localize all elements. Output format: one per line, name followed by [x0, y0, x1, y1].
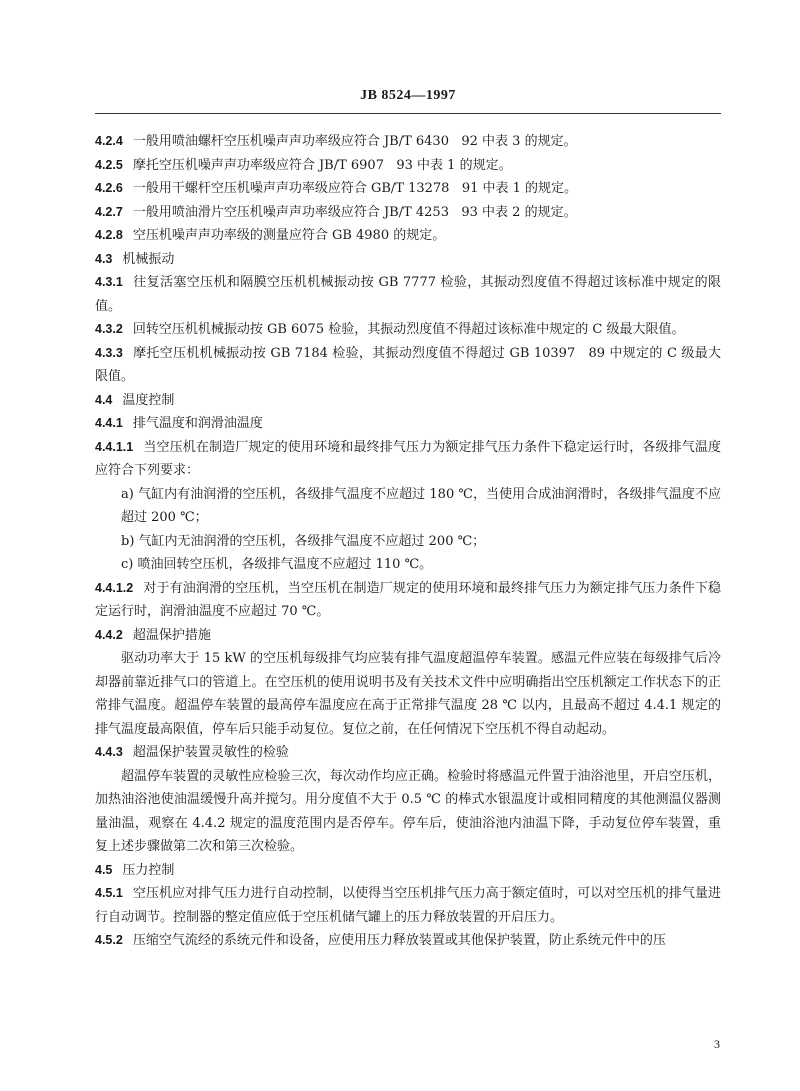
clause-text: 回转空压机机械振动按 GB 6075 检验，其振动烈度值不得超过该标准中规定的 C 级最大限值。	[132, 322, 685, 337]
clause-text: 一般用喷油螺杆空压机噪声声功率级应符合 JB/T 6430 92 中表 3 的规定。	[132, 134, 577, 149]
clause-4-5-2	[95, 929, 721, 953]
clause-4-4-2	[95, 624, 721, 648]
clause-number: 4.2.6	[95, 181, 123, 195]
clause-number: 4.2.8	[95, 228, 123, 242]
clause-4-2-8	[95, 224, 721, 248]
clause-4-2-6	[95, 177, 721, 201]
clause-4-2-4	[95, 130, 721, 154]
clause-4-5-1	[95, 882, 721, 929]
clause-number: 4.2.7	[95, 204, 123, 219]
clause-text: 摩托空压机机械振动按 GB 7184 检验，其振动烈度值不得超过 GB 10397 89 中规定的 C 级最大限值。	[95, 345, 721, 384]
list-item: c) 喷油回转空压机，各级排气温度不应超过 110 ℃。	[121, 557, 433, 572]
body-paragraph: 驱动功率大于 15 kW 的空压机每级排气均应装有排气温度超温停车装置。感温元件应装在每级排气后冷却器前靠近排气口的管道上。在空压机的使用说明书及有关技术文件中应明确指出空压机额定工作状态下的正常排气温度。超温停车装置的最高停车温度应在高于正常排气温度 28 ℃ 以内，且最高不超过 4.4.1 规定的排气温度最高限值，停车后只能手动复位。复位之前，在任何情况下空压机不得自动起动。	[95, 651, 721, 737]
clause-number: 4.5.2	[95, 933, 123, 947]
document-body	[95, 130, 721, 953]
clause-text: 对于有油润滑的空压机，当空压机在制造厂规定的使用环境和最终排气压力为额定排气压力条件下稳定运行时，润滑油温度不应超过 70 ℃。	[95, 580, 721, 619]
clause-text: 超温保护装置灵敏性的检验	[132, 745, 289, 760]
clause-4-4-3	[95, 741, 721, 765]
clause-number: 4.4.1.1	[95, 439, 134, 454]
clause-number: 4.4.1.2	[95, 580, 134, 595]
clause-text: 摩托空压机噪声声功率级应符合 JB/T 6907 93 中表 1 的规定。	[132, 157, 512, 173]
clause-number: 4.4.1	[95, 416, 123, 430]
clause-text: 温度控制	[122, 392, 175, 408]
clause-text: 压缩空气流经的系统元件和设备，应使用压力释放装置或其他保护装置，防止系统元件中的压	[132, 933, 666, 948]
clause-number: 4.3.1	[95, 275, 123, 289]
clause-4-4-1-1	[95, 436, 721, 483]
clause-4-2-5	[95, 154, 721, 178]
clause-text: 一般用干螺杆空压机噪声声功率级应符合 GB/T 13278 91 中表 1 的规定。	[132, 181, 578, 196]
clause-4-3	[95, 248, 721, 272]
clause-4-3-2	[95, 318, 721, 342]
clause-number: 4.2.5	[95, 157, 123, 172]
clause-4-3-1	[95, 271, 721, 318]
clause-text: 往复活塞空压机和隔膜空压机机械振动按 GB 7777 检验，其振动烈度值不得超过该标准中规定的限值。	[95, 275, 721, 314]
clause-text: 压力控制	[122, 862, 175, 878]
clause-number: 4.3.2	[95, 322, 123, 336]
list-item: a) 气缸内有油润滑的空压机，各级排气温度不应超过 180 ℃，当使用合成油润滑时，各级排气温度不应超过 200 ℃；	[121, 486, 721, 525]
clause-number: 4.5	[95, 862, 113, 877]
clause-number: 4.3.3	[95, 345, 123, 360]
clause-number: 4.2.4	[95, 134, 123, 148]
clause-text: 当空压机在制造厂规定的使用环境和最终排气压力为额定排气压力条件下稳定运行时，各级排气温度应符合下列要求：	[95, 439, 721, 478]
clause-number: 4.4.3	[95, 745, 123, 759]
page-number: 3	[714, 1037, 720, 1051]
header-rule	[95, 113, 721, 114]
document-header: JB 8524—1997	[360, 88, 456, 103]
clause-number: 4.4	[95, 392, 113, 407]
clause-4-4-1	[95, 412, 721, 436]
clause-4-4-1-2	[95, 577, 721, 624]
clause-text: 超温保护措施	[132, 627, 211, 643]
clause-text: 空压机应对排气压力进行自动控制，以使得当空压机排气压力高于额定值时，可以对空压机的排气量进行自动调节。控制器的整定值应低于空压机储气罐上的压力释放装置的开启压力。	[95, 886, 721, 925]
clause-4-2-7	[95, 201, 721, 225]
clause-number: 4.3	[95, 251, 113, 266]
clause-text: 空压机噪声声功率级的测量应符合 GB 4980 的规定。	[132, 228, 446, 243]
clause-text: 排气温度和润滑油温度	[132, 416, 263, 431]
clause-text: 一般用喷油滑片空压机噪声声功率级应符合 JB/T 4253 93 中表 2 的规定。	[132, 204, 577, 220]
clause-4-4	[95, 389, 721, 413]
clause-text: 机械振动	[122, 251, 175, 267]
list-item: b) 气缸内无油润滑的空压机，各级排气温度不应超过 200 ℃；	[121, 533, 486, 549]
clause-4-5	[95, 859, 721, 883]
clause-number: 4.4.2	[95, 627, 123, 642]
body-paragraph: 超温停车装置的灵敏性应检验三次，每次动作均应正确。检验时将感温元件置于油浴池里，开启空压机，加热油浴池使油温缓慢升高并搅匀。用分度值不大于 0.5 ℃ 的棒式水银温度计或相同精度的其他测温仪器测量油温，观察在 4.4.2 规定的温度范围内是否停车。停车后，使油浴池内油温下降，手动复位停车装置，重复上述步骤做第二次和第三次检验。	[95, 768, 721, 854]
clause-4-3-3	[95, 342, 721, 389]
clause-number: 4.5.1	[95, 886, 123, 900]
